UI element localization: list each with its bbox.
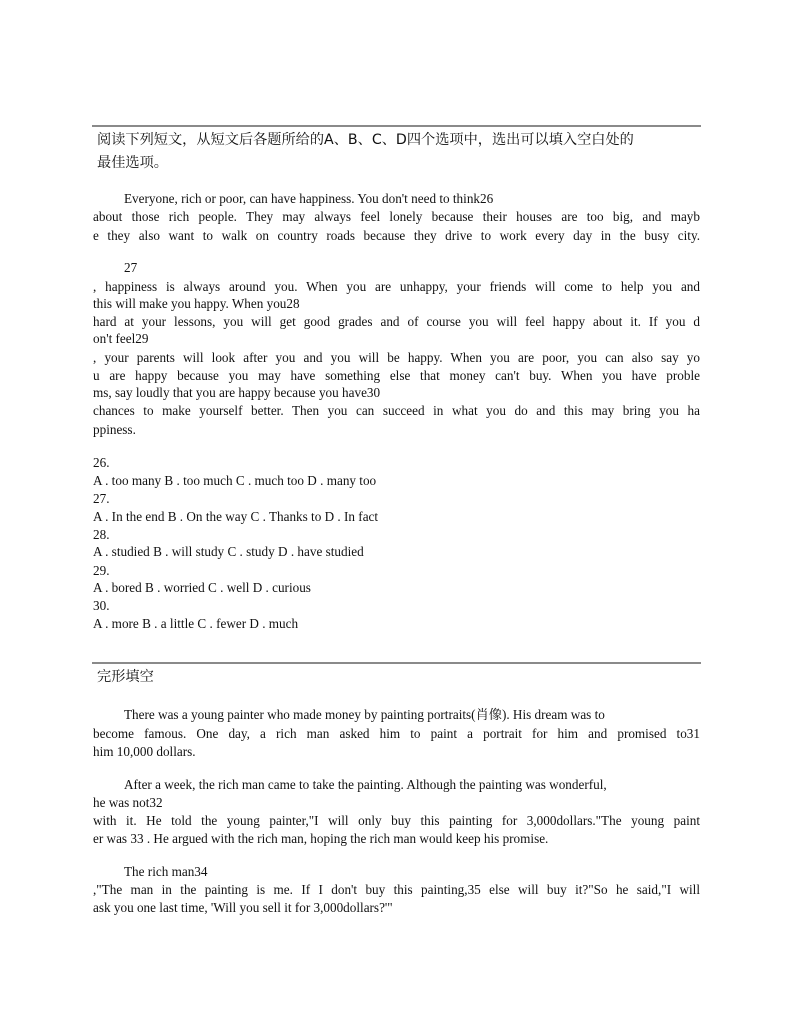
question-29-number: 29. [93, 563, 110, 578]
question-29-options: A . bored B . worried C . well D . curious [93, 580, 311, 595]
instruction-line-2: 最佳选项。 [97, 155, 168, 171]
passage2-line-1: There was a young painter who made money by painting portraits(肖像). His dream was to [124, 707, 605, 722]
passage2-line-8: The rich man34 [124, 864, 208, 879]
question-30-options: A . more B . a little C . fewer D . much [93, 616, 299, 631]
passage1-line-9: , your parents will look after you and you will be happy. When you are poor, you can also say yo [93, 350, 700, 365]
passage2-line-2: become famous. One day, a rich man asked him to paint a portrait for him and promised to31 [93, 726, 700, 741]
passage1-line-1: Everyone, rich or poor, can have happiness. You don't need to think26 [124, 191, 494, 206]
passage1-line-5: , happiness is always around you. When you are unhappy, your friends will come to help you and [93, 279, 700, 294]
passage1-line-10: u are happy because you may have something else that money can't buy. When you have proble [93, 368, 700, 383]
question-27-options: A . In the end B . On the way C . Thanks to D . In fact [93, 509, 379, 524]
passage1-blank-27: 27 [124, 260, 138, 275]
question-28-number: 28. [93, 527, 110, 542]
passage1-line-2: about those rich people. They may always feel lonely because their houses are too big, and mayb [93, 209, 700, 224]
passage1-line-3: e they also want to walk on country roads because they drive to work every day in the busy city. [93, 228, 700, 243]
question-28-options: A . studied B . will study C . study D . have studied [93, 544, 364, 559]
question-26-options: A . too many B . too much C . much too D . many too [93, 473, 377, 488]
question-30-number: 30. [93, 598, 110, 613]
cloze-heading: 完形填空 [97, 669, 154, 685]
question-27-number: 27. [93, 491, 110, 506]
passage1-line-8: on't feel29 [93, 331, 149, 346]
passage1-line-11: ms, say loudly that you are happy because you have30 [93, 385, 381, 400]
section-divider-top [92, 125, 701, 127]
section-divider-cloze [92, 662, 701, 664]
question-26-number: 26. [93, 455, 110, 470]
passage1-line-7: hard at your lessons, you will get good grades and of course you will feel happy about it. If you d [93, 314, 700, 329]
passage2-line-5: he was not32 [93, 795, 163, 810]
passage2-line-3: him 10,000 dollars. [93, 744, 196, 759]
passage1-line-12: chances to make yourself better. Then you can succeed in what you do and this may bring you ha [93, 403, 700, 418]
passage2-line-9: ,"The man in the painting is me. If I don't buy this painting,35 else will buy it?"So he said,"I will [93, 882, 700, 897]
passage2-line-7: er was 33 . He argued with the rich man, hoping the rich man would keep his promise. [93, 831, 549, 846]
passage1-line-6: this will make you happy. When you28 [93, 296, 300, 311]
instruction-line-1: 阅读下列短文，从短文后各题所给的A、B、C、D四个选项中，选出可以填入空白处的 [97, 132, 634, 148]
passage2-line-6: with it. He told the young painter,"I will only buy this painting for 3,000dollars."The young paint [93, 813, 700, 828]
passage1-line-13: ppiness. [93, 422, 136, 437]
passage2-line-4: After a week, the rich man came to take the painting. Although the painting was wonderful, [124, 777, 607, 792]
passage2-line-10: ask you one last time, 'Will you sell it for 3,000dollars?'" [93, 900, 393, 915]
